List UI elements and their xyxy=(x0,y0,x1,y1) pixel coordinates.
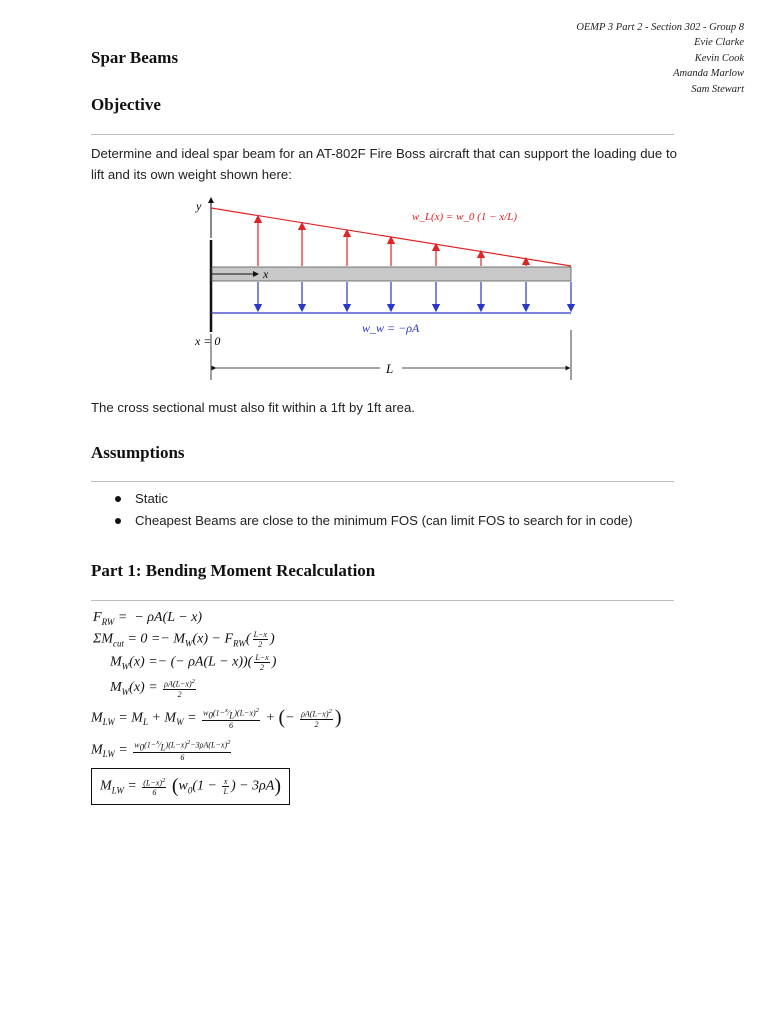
beam-loading-diagram xyxy=(190,192,590,384)
weight-arrows xyxy=(258,282,571,308)
list-item: Cheapest Beams are close to the minimum FOS (can limit FOS to search for in code) xyxy=(91,510,691,532)
bullet-icon xyxy=(115,518,121,524)
cross-section-note: The cross sectional must also fit within a 1ft by 1ft area. xyxy=(91,400,415,415)
objective-heading: Objective xyxy=(91,95,161,114)
equation-moment-sum: $\Sigma M_{cut} = 0 =- M_W(x) - F_{RW}$( $\frac{L-x}{2}$ ) xyxy=(93,630,275,649)
length-label: L xyxy=(386,361,394,376)
equation-total-moment: $M_{LW} = M_L + M_W$ = $\frac{w_0(1-^x⁄_L)(L-x)^2}{6}$ + (− $\frac{\rho A(L-x)^2}{2}$ ) xyxy=(91,706,342,731)
y-axis-label: y xyxy=(196,199,202,213)
equation-combined: $M_{LW}$ = $\frac{w_0(1-^x⁄_L)(L-x)^2-3\rho A(L-x)^2}{6}$ xyxy=(91,739,231,763)
bullet-icon xyxy=(115,496,121,502)
x-axis-label: x xyxy=(263,267,269,281)
page-title: Spar Beams xyxy=(91,48,179,67)
author-name: Sam Stewart xyxy=(691,83,744,95)
equation-moment-weight: $M_W(x)$ = $\frac{\rho A(L-x)^2}{2}$ xyxy=(110,678,195,699)
equation-final-boxed: $M_{LW}$ = $\frac{(L-x)^2}{6}$ ($w_0(1$ − $\frac{x}{L}$ ) − 3ρA) xyxy=(91,768,290,805)
author-name: Kevin Cook xyxy=(694,52,744,64)
weight-load-label: w_w = −ρA xyxy=(362,321,420,335)
list-item: Static xyxy=(91,488,691,510)
section-divider xyxy=(91,481,674,482)
origin-label: x = 0 xyxy=(195,334,221,348)
lift-arrows xyxy=(258,219,526,266)
author-name: Evie Clarke xyxy=(694,37,744,49)
author-name: Amanda Marlow xyxy=(673,68,744,80)
course-line: OEMP 3 Part 2 - Section 302 - Group 8 xyxy=(576,22,744,33)
equation-shear: $F_{RW}$ = − ρA(L − x) xyxy=(93,610,203,627)
equation-moment-sub: $M_W(x)$ =− (− ρA(L − x))( $\frac{L-x}{2}$ ) xyxy=(110,653,277,672)
assumptions-list xyxy=(91,488,691,532)
section-divider xyxy=(91,600,674,601)
section-divider xyxy=(91,134,674,135)
lift-load-label: w_L(x) = w_0 (1 − x/L) xyxy=(412,211,517,223)
part1-heading: Part 1: Bending Moment Recalculation xyxy=(91,561,376,580)
objective-text: Determine and ideal spar beam for an AT-802F Fire Boss aircraft that can support the loading due to lift and its own weight shown here: xyxy=(91,146,677,182)
assumptions-heading: Assumptions xyxy=(91,443,185,462)
header-block xyxy=(576,20,744,97)
